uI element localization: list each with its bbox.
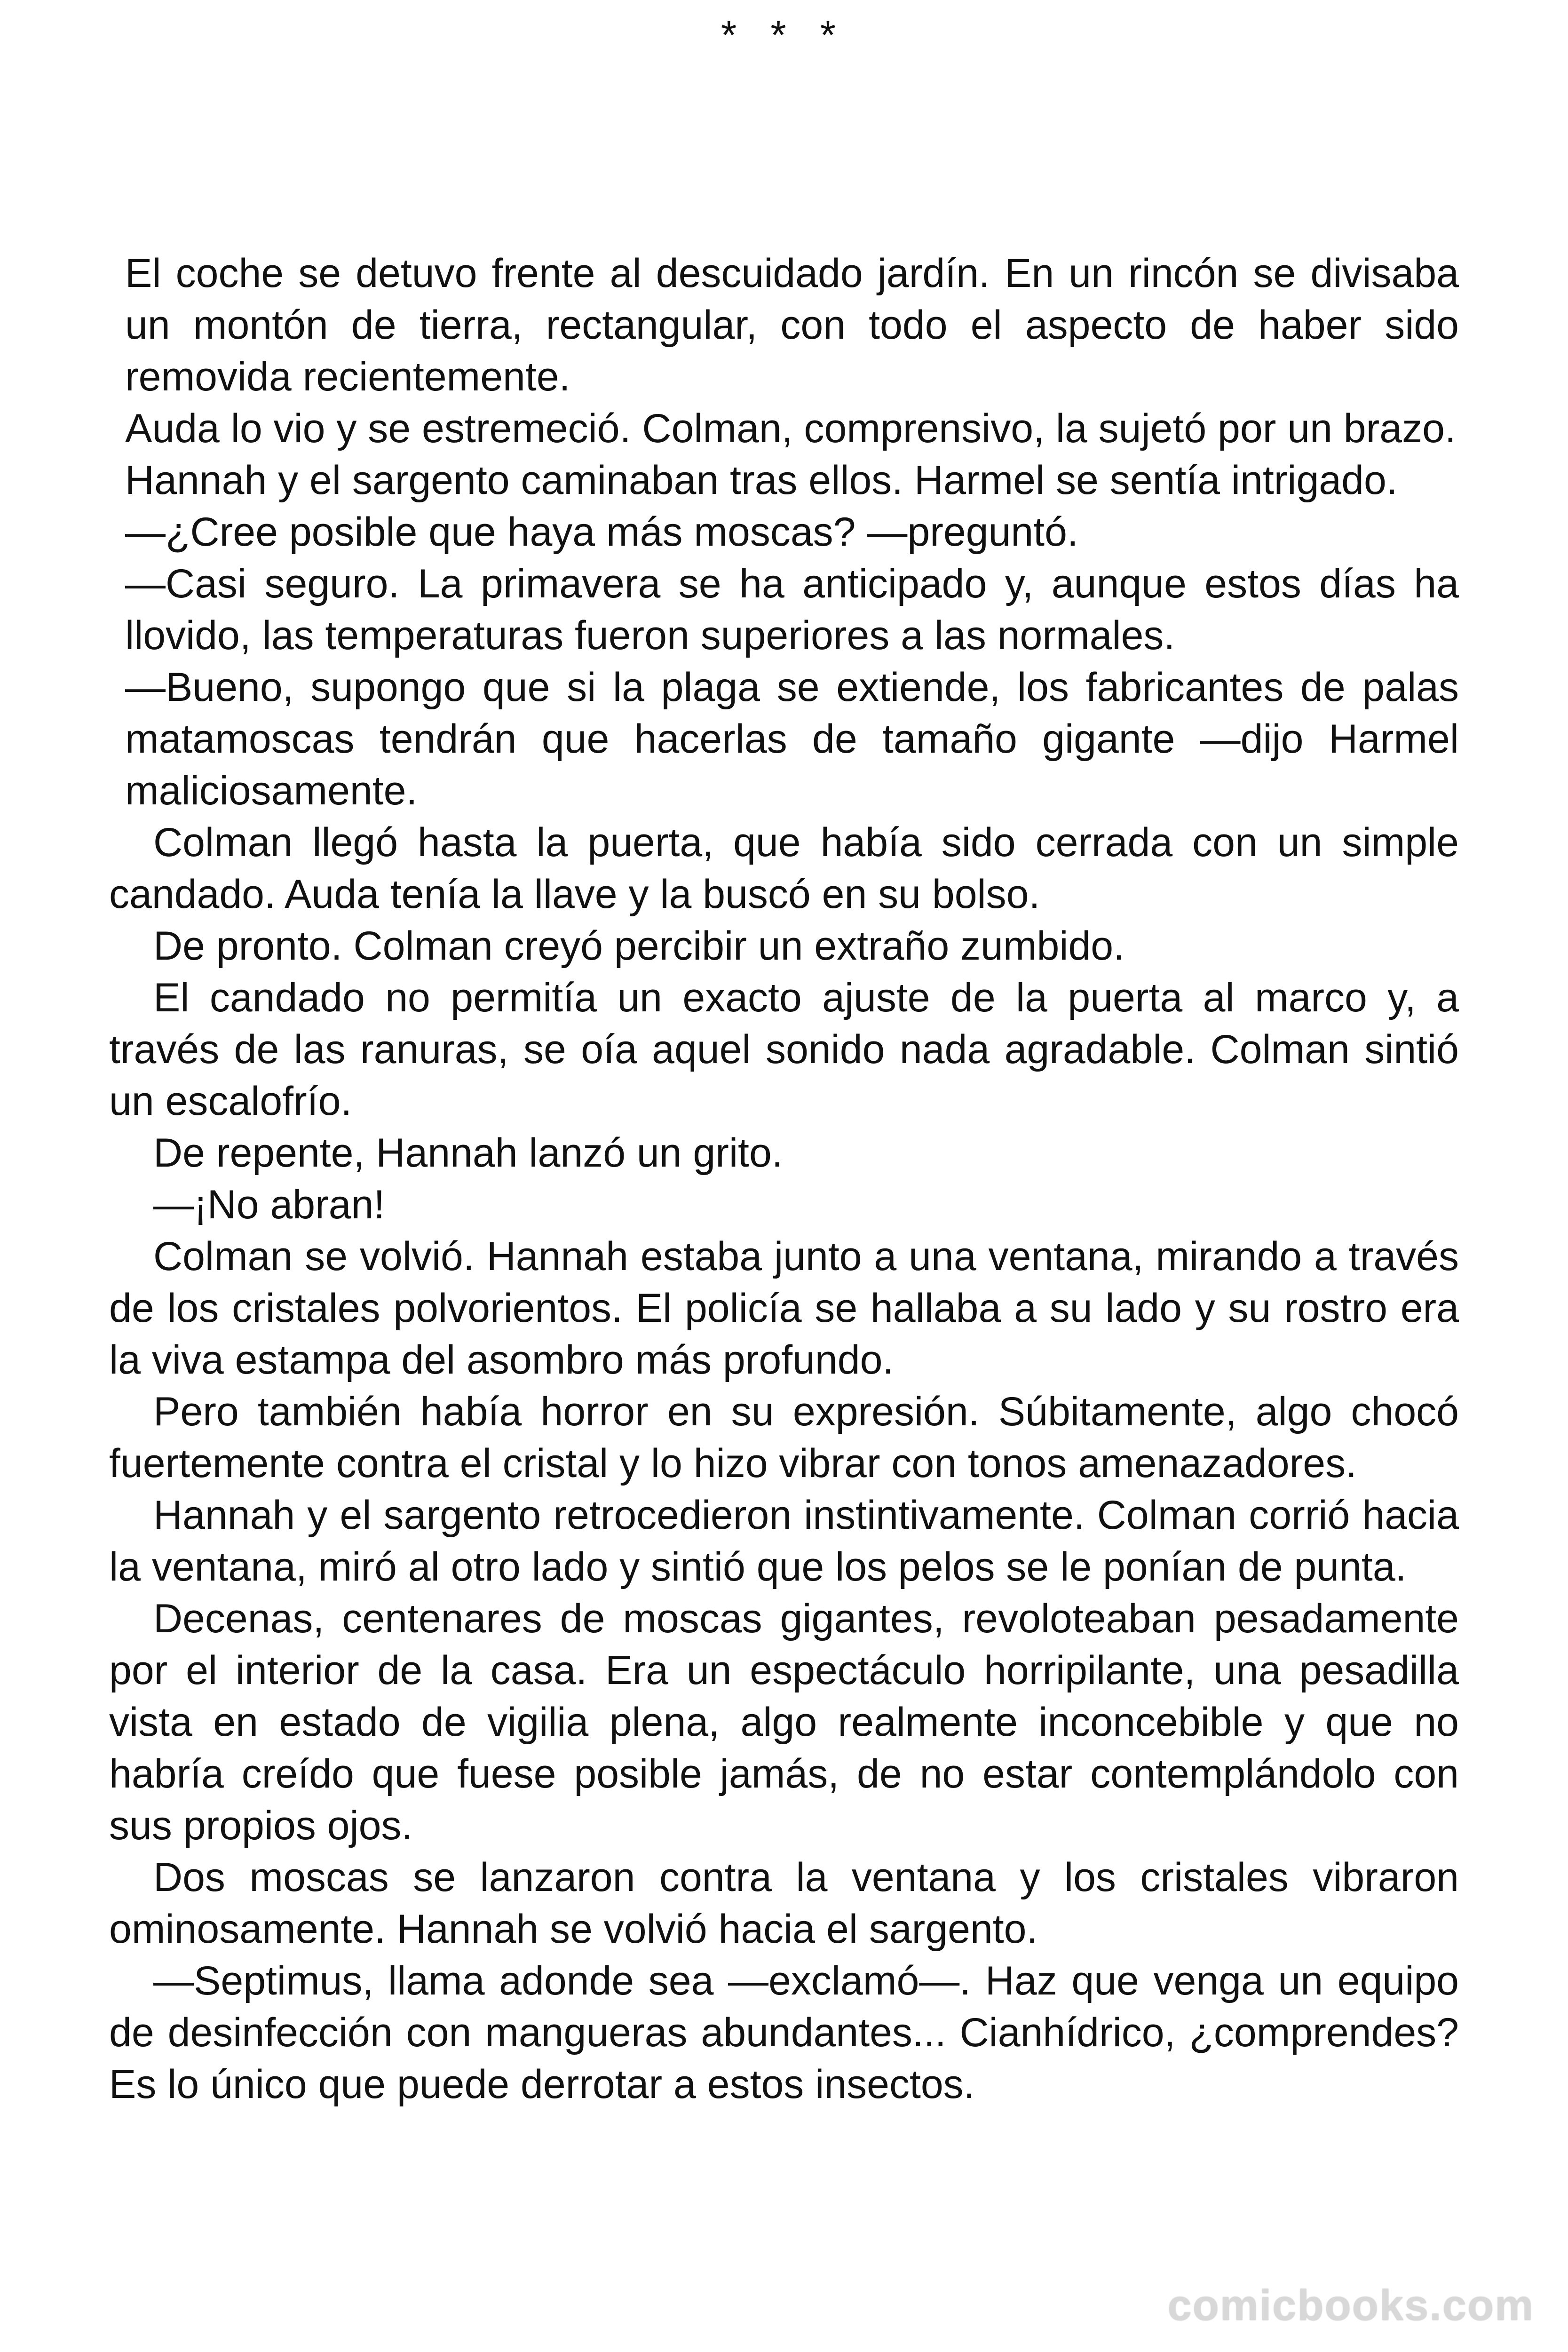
- paragraph: Hannah y el sargento caminaban tras ellos. Harmel se sentía intrigado.: [125, 458, 1398, 503]
- paragraph: Colman llegó hasta la puerta, que había sido cerrada con un simple candado. Auda tenía la llave y la buscó en su bolso.: [109, 820, 1459, 917]
- body-text: [109, 247, 1459, 2110]
- paragraph: Dos moscas se lanzaron contra la ventana y los cristales vibraron ominosamente. Hannah se volvió hacia el sargento.: [109, 1855, 1459, 1952]
- paragraph: De pronto. Colman creyó percibir un extraño zumbido.: [153, 923, 1125, 969]
- paragraph: Hannah y el sargento retrocedieron instintivamente. Colman corrió hacia la ventana, miró al otro lado y sintió que los pelos se le ponían de punta.: [109, 1493, 1459, 1589]
- paragraph: Auda lo vio y se estremeció. Colman, comprensivo, la sujetó por un brazo.: [125, 406, 1456, 451]
- paragraph: De repente, Hannah lanzó un grito.: [153, 1130, 783, 1176]
- dialogue-paragraph: —¡No abran!: [153, 1182, 385, 1227]
- paragraph: Pero también había horror en su expresión. Súbitamente, algo chocó fuertemente contra el cristal y lo hizo vibrar con tonos amenazadores.: [109, 1389, 1459, 1486]
- dialogue-paragraph: —Casi seguro. La primavera se ha anticipado y, aunque estos días ha llovido, las temperaturas fueron superiores a las normales.: [125, 561, 1459, 658]
- paragraph: Decenas, centenares de moscas gigantes, revoloteaban pesadamente por el interior de la casa. Era un espectáculo horripilante, una pesadilla vista en estado de vigilia plena, algo realmente inconcebible y que no habría creído que fuese posible jamás, de no estar contemplándolo con sus propios ojos.: [109, 1596, 1459, 1848]
- dialogue-paragraph: —Septimus, llama adonde sea —exclamó—. Haz que venga un equipo de desinfección con mangueras abundantes... Cianhídrico, ¿comprendes? Es lo único que puede derrotar a estos insectos.: [109, 1958, 1459, 2107]
- paragraph: El coche se detuvo frente al descuidado jardín. En un rincón se divisaba un montón de tierra, rectangular, con todo el aspecto de haber sido removida recientemente.: [125, 251, 1459, 399]
- dialogue-paragraph: —Bueno, supongo que si la plaga se extiende, los fabricantes de palas matamoscas tendrán que hacerlas de tamaño gigante —dijo Harmel maliciosamente.: [125, 665, 1459, 813]
- watermark: comicbooks.com: [1167, 2281, 1534, 2329]
- section-separator: * * *: [721, 13, 847, 58]
- dialogue-paragraph: —¿Cree posible que haya más moscas? —preguntó.: [125, 509, 1078, 555]
- paragraph: Colman se volvió. Hannah estaba junto a una ventana, mirando a través de los cristales polvorientos. El policía se hallaba a su lado y su rostro era la viva estampa del asombro más profundo.: [109, 1234, 1459, 1383]
- paragraph: El candado no permitía un exacto ajuste de la puerta al marco y, a través de las ranuras, se oía aquel sonido nada agradable. Colman sintió un escalofrío.: [109, 975, 1459, 1124]
